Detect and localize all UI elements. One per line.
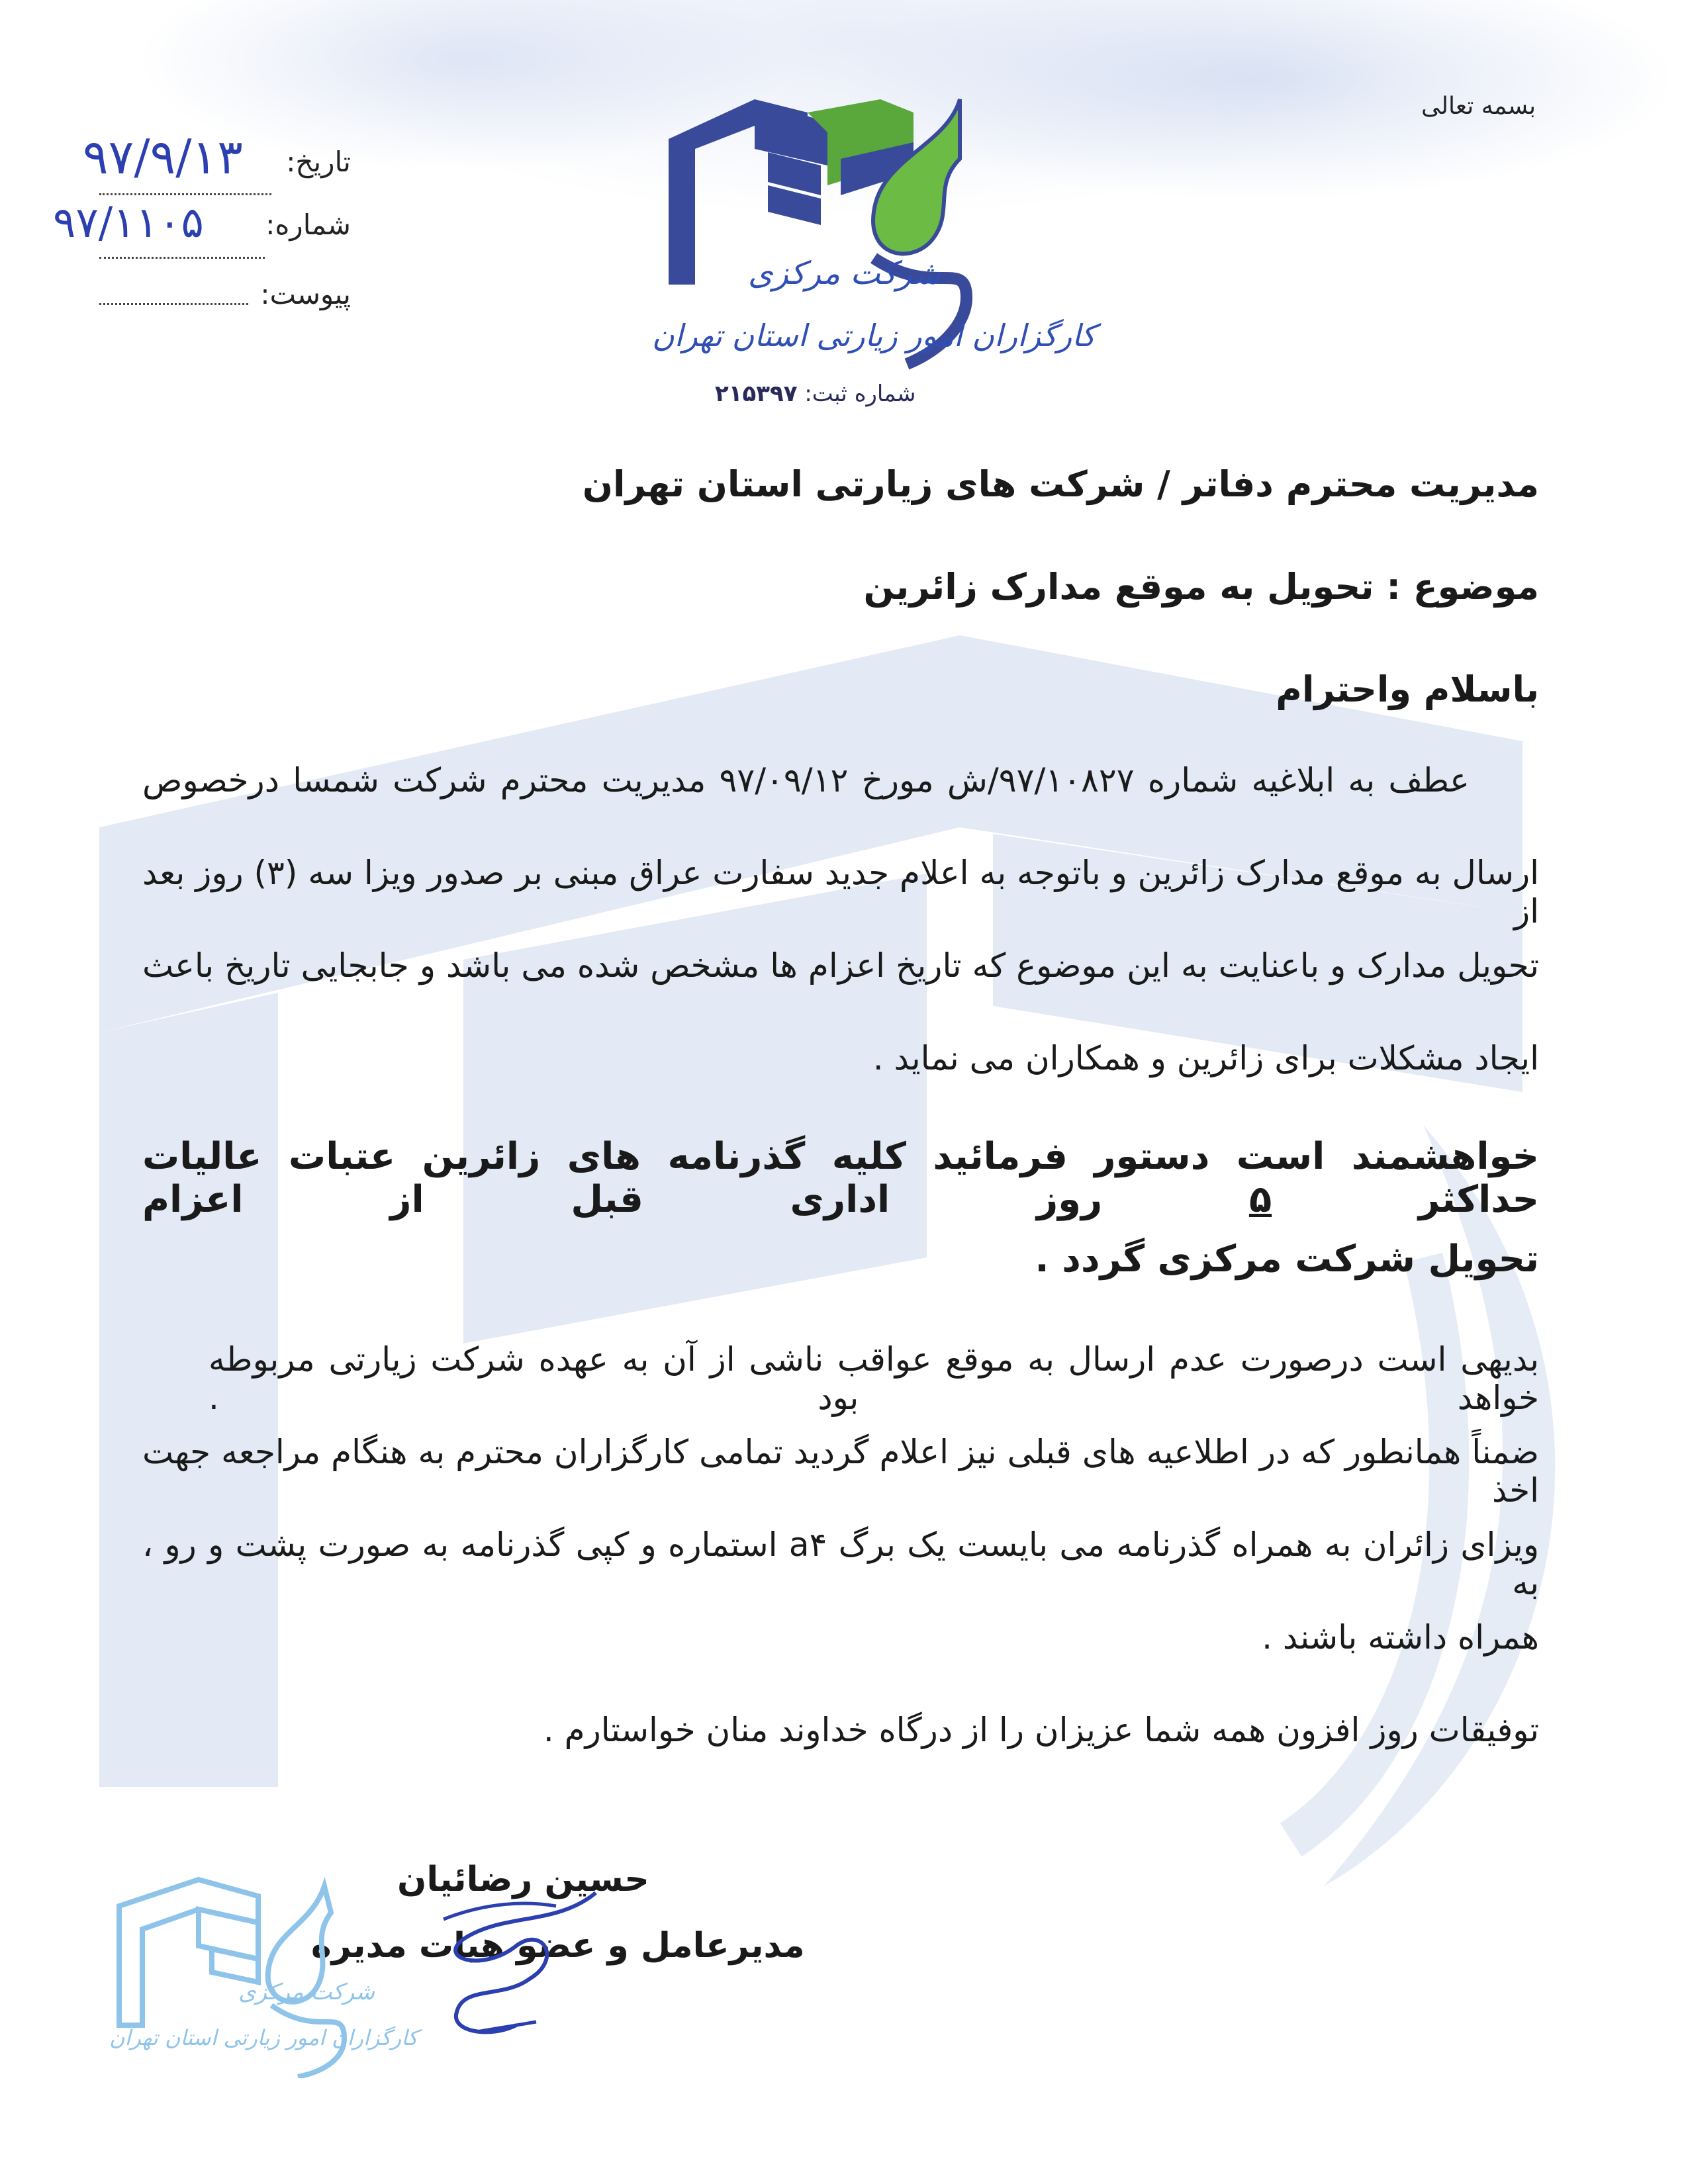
date-value-handwritten: ۹۷/۹/۱۳ — [83, 129, 243, 185]
attachment-line — [99, 303, 248, 305]
paragraph-2-before: خواهشمند است دستور فرمائید کلیه گذرنامه های زائرین عتبات عالیات حداکثر — [142, 1135, 1539, 1221]
paragraph-4-line-1: ضمناً همانطور که در اطلاعیه های قبلی نیز اعلام گردید تمامی کارگزاران محترم به هنگام مراجعه جهت اخذ — [142, 1433, 1539, 1510]
paragraph-1-line-3: تحویل مدارک و باعنایت به این موضوع که تاریخ اعزام ها مشخص شده می باشد و جابجایی تاریخ باعث — [142, 946, 1539, 985]
greeting: باسلام واحترام — [1276, 668, 1539, 710]
number-line — [99, 257, 265, 259]
paragraph-2-after: روز اداری قبل از اعزام — [142, 1178, 1103, 1221]
registration-label: شماره ثبت: — [804, 381, 916, 407]
signatory-name: حسین رضائیان — [397, 1860, 649, 1899]
registration-value: ۲۱۵۳۹۷ — [715, 381, 798, 407]
date-line — [99, 193, 271, 195]
stamp-line1: شرکت مرکزی — [238, 1979, 375, 2005]
invocation: بسمه تعالی — [1421, 93, 1536, 120]
paragraph-3: بدیهی است درصورت عدم ارسال به موقع عواقب ناشی از آن به عهده شرکت زیارتی مربوطه خواهد بود . — [209, 1340, 1539, 1417]
paragraph-1-line-1: عطف به ابلاغیه شماره ۹۷/۱۰۸۲۷/ش مورخ ۹۷/۰۹/۱۲ مدیریت محترم شرکت شمسا درخصوص — [142, 761, 1470, 799]
closing: توفیقات روز افزون همه شما عزیزان را از درگاه خداوند منان خواستارم . — [543, 1711, 1539, 1749]
attachment-label: پیوست: — [260, 278, 351, 310]
logo-line1: شرکت مرکزی — [748, 255, 941, 292]
stamp-line2: کارگزاران امور زیارتی استان تهران — [109, 2025, 418, 2050]
registration-number — [715, 381, 915, 407]
recipient: مدیریت محترم دفاتر / شرکت های زیارتی استان تهران — [582, 463, 1539, 505]
paragraph-4-line-2: ویزای زائران به همراه گذرنامه می بایست یک برگ a۴ استماره و کپی گذرنامه به صورت پشت و رو ، به — [142, 1525, 1539, 1602]
paragraph-4-line-3: همراه داشته باشند . — [1262, 1618, 1539, 1657]
paragraph-1-line-4: ایجاد مشکلات برای زائرین و همکاران می نماید . — [872, 1039, 1539, 1077]
paragraph-2-line-1 — [142, 1135, 1539, 1221]
paragraph-2-line-2: تحویل شرکت مرکزی گردد . — [1035, 1238, 1539, 1281]
handwritten-signature — [384, 1866, 662, 2052]
paragraph-1-line-2: ارسال به موقع مدارک زائرین و باتوجه به اعلام جدید سفارت عراق مبنی بر صدور ویزا سه (۳) روز بعد از — [142, 854, 1539, 931]
number-value-handwritten: ۹۷/۱۱۰۵ — [53, 199, 204, 248]
paragraph-2-number: ۵ — [1248, 1178, 1272, 1221]
date-label: تاریخ: — [286, 146, 351, 178]
signatory-title: مدیرعامل و عضو هیات مدیره — [311, 1926, 805, 1966]
number-label: شماره: — [265, 208, 351, 241]
logo-line2: کارگزاران امور زیارتی استان تهران — [652, 318, 1096, 353]
subject: موضوع : تحویل به موقع مدارک زائرین — [863, 566, 1539, 608]
